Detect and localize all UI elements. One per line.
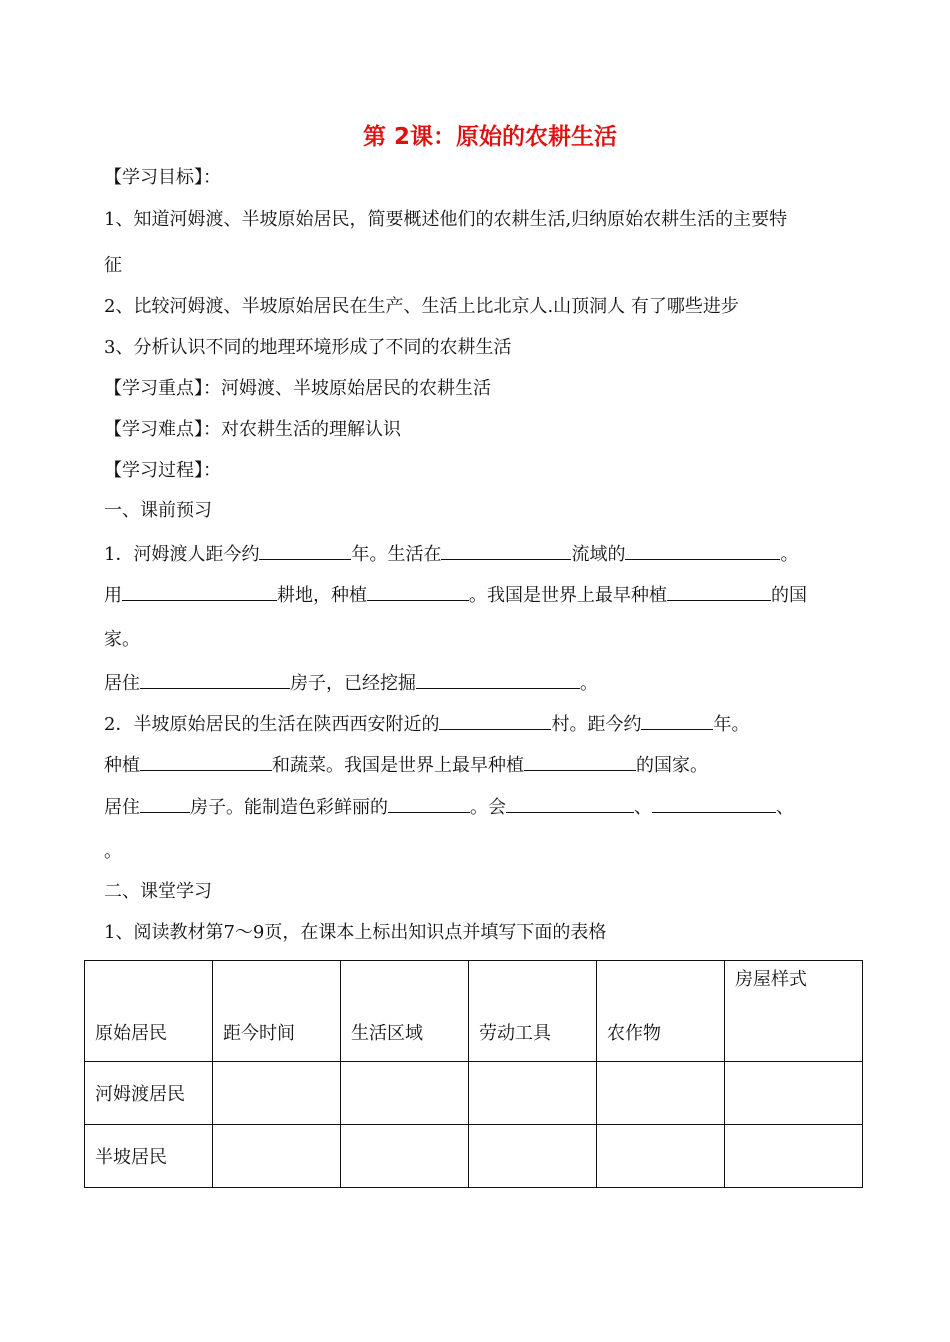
blank-banpo-house[interactable] — [140, 794, 190, 813]
q2-text: 年。 — [713, 714, 750, 735]
classroom-task: 1、阅读教材第7～9页，在课本上标出知识点并填写下面的表格 — [104, 922, 607, 943]
q1-text: 用 — [104, 585, 122, 606]
q2-text: 居住 — [104, 797, 140, 818]
table-header-cell: 距今时间 — [213, 961, 341, 1062]
q1-text: 年。生活在 — [351, 544, 442, 565]
q2-text: 村。距今约 — [551, 714, 642, 735]
table-header-cell: 原始居民 — [85, 961, 213, 1062]
table-cell[interactable] — [213, 1125, 341, 1188]
q1-text: 流域的 — [571, 544, 626, 565]
table-header-cell: 农作物 — [597, 961, 725, 1062]
q1-text: 。 — [780, 544, 799, 565]
q2-line-b — [104, 752, 708, 778]
q2-text: 的国家。 — [636, 755, 708, 776]
q2-line-a — [104, 711, 749, 737]
process-heading: 【学习过程】： — [104, 460, 221, 481]
q2-text: 。会 — [470, 797, 506, 818]
q1-line-c: 家。 — [104, 629, 140, 650]
table-cell[interactable] — [469, 1125, 597, 1188]
objective-1-line-1: 1、知道河姆渡、半坡原始居民，简要概述他们的农耕生活,归纳原始农耕生活的主要特 — [104, 209, 788, 230]
table-header-cell: 房屋样式 — [725, 961, 863, 1062]
blank-earliest-crop-1[interactable] — [667, 582, 771, 601]
table-cell: 河姆渡居民 — [85, 1062, 213, 1125]
table-cell[interactable] — [341, 1062, 469, 1125]
page-title: 第 2课：原始的农耕生活 — [362, 124, 617, 150]
q1-text: 。我国是世界上最早种植 — [469, 585, 667, 606]
q2-text: 2．半坡原始居民的生活在陕西西安附近的 — [104, 714, 440, 735]
q1-text: 。 — [580, 673, 598, 694]
table-cell[interactable] — [213, 1062, 341, 1125]
objectives-heading: 【学习目标】： — [104, 167, 221, 188]
q2-line-c — [104, 794, 794, 820]
q1-text: 居住 — [104, 673, 140, 694]
q1-text: 1．河姆渡人距今约 — [104, 544, 260, 565]
q2-text: 和蔬菜。我国是世界上最早种植 — [272, 755, 524, 776]
q2-line-d: 。 — [104, 841, 122, 862]
blank-banpo-village[interactable] — [439, 711, 551, 730]
table-cell[interactable] — [725, 1125, 863, 1188]
q2-text: 、 — [634, 797, 652, 818]
blank-hemudu-dug[interactable] — [416, 670, 580, 689]
table-row — [85, 1062, 863, 1125]
objective-1-line-2: 征 — [104, 255, 122, 276]
table-cell: 半坡居民 — [85, 1125, 213, 1188]
table-header-cell: 劳动工具 — [469, 961, 597, 1062]
key-points: 【学习重点】：河姆渡、半坡原始居民的农耕生活 — [104, 378, 491, 399]
q2-text: 、 — [776, 797, 794, 818]
blank-hemudu-tool[interactable] — [122, 582, 277, 601]
q1-line-d — [104, 670, 598, 696]
blank-banpo-pottery[interactable] — [388, 794, 470, 813]
classroom-heading: 二、课堂学习 — [104, 881, 212, 902]
table-cell[interactable] — [341, 1125, 469, 1188]
blank-banpo-skill-1[interactable] — [506, 794, 634, 813]
blank-banpo-years[interactable] — [641, 711, 713, 730]
blank-hemudu-house[interactable] — [140, 670, 290, 689]
blank-hemudu-years[interactable] — [259, 541, 351, 560]
blank-banpo-skill-2[interactable] — [652, 794, 776, 813]
preview-heading: 一、课前预习 — [104, 500, 212, 521]
table-cell[interactable] — [597, 1062, 725, 1125]
objective-2: 2、比较河姆渡、半坡原始居民在生产、生活上比北京人.山顶洞人 有了哪些进步 — [104, 296, 739, 317]
blank-hemudu-river[interactable] — [441, 541, 571, 560]
q2-text: 种植 — [104, 755, 140, 776]
table-cell[interactable] — [597, 1125, 725, 1188]
q1-text: 耕地，种植 — [277, 585, 367, 606]
comparison-table — [84, 960, 863, 1188]
q1-text: 的国 — [771, 585, 807, 606]
table-row — [85, 1125, 863, 1188]
blank-hemudu-region[interactable] — [625, 541, 780, 560]
q1-line-a — [104, 541, 798, 567]
table-cell[interactable] — [725, 1062, 863, 1125]
blank-banpo-crop[interactable] — [140, 752, 272, 771]
q1-line-b — [104, 582, 807, 608]
blank-earliest-crop-2[interactable] — [524, 752, 636, 771]
table-cell[interactable] — [469, 1062, 597, 1125]
q1-text: 房子，已经挖掘 — [290, 673, 416, 694]
blank-hemudu-crop[interactable] — [367, 582, 469, 601]
objective-3: 3、分析认识不同的地理环境形成了不同的农耕生活 — [104, 337, 512, 358]
table-header-cell: 生活区域 — [341, 961, 469, 1062]
table-header-row — [85, 961, 863, 1062]
difficulties: 【学习难点】：对农耕生活的理解认识 — [104, 419, 401, 440]
q2-text: 房子。能制造色彩鲜丽的 — [190, 797, 388, 818]
